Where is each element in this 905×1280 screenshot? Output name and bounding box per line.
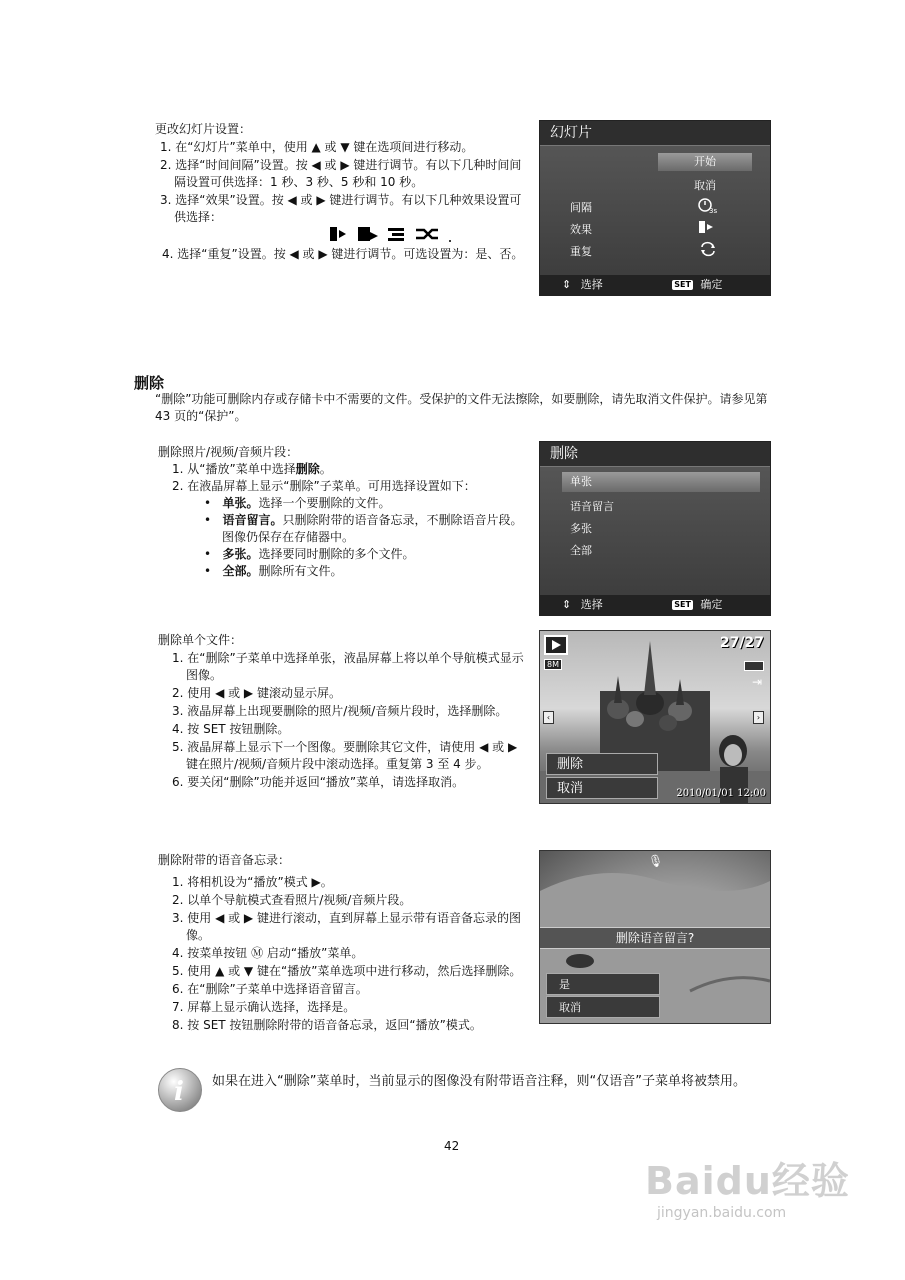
bullet-voice-bold: 语音留言。 <box>222 513 283 527</box>
delete-part3-heading: 删除附带的语音备忘录： <box>158 853 291 867</box>
effect-icons <box>160 224 525 246</box>
svg-text:3s: 3s <box>709 207 718 215</box>
set-badge: SET <box>674 280 691 289</box>
updown-icon: ⇕ <box>562 278 572 291</box>
svg-text:i: i <box>174 1077 184 1107</box>
part3-step-4: 4. 按菜单按钮 Ⓜ 启动“播放”菜单。 <box>172 946 364 960</box>
part2-step-2: 2. 使用 ◀ 或 ▶ 键滚动显示屏。 <box>172 686 341 700</box>
part3-step-3: 3. 使用 ◀ 或 ▶ 键进行滚动，直到屏幕上显示带有语音备忘录的图像。 <box>172 911 521 942</box>
slideshow-step-2: 2. 选择“时间间隔”设置。按 ◀ 或 ▶ 键进行调节。有以下几种时间间隔设置可供选择：1 秒、3 秒、5 秒和 10 秒。 <box>160 158 522 189</box>
bullet-voice: • 语音留言。只删除附带的语音备忘录，不删除语音片段。图像仍保存在存储器中。 <box>204 513 523 544</box>
bullet-multi-bold: 多张。 <box>222 547 259 561</box>
repeat-label: 重复 <box>570 245 592 258</box>
delete-menu-title: 删除 <box>540 442 770 467</box>
menu-item-multi[interactable]: 多张 <box>570 522 592 535</box>
menu-item-single[interactable]: 单张 <box>562 472 760 492</box>
delete-part2-heading: 删除单个文件： <box>158 633 243 647</box>
part1-step1-end: 。 <box>319 462 332 476</box>
delete-section-title: 删除 <box>134 374 165 392</box>
footer-ok-label: 确定 <box>700 598 723 611</box>
cancel-option[interactable]: 取消 <box>546 777 658 799</box>
part1-step1-text: 1. 从“播放”菜单中选择 <box>172 462 296 476</box>
delete-voice-prompt: 删除语音留言? <box>540 927 770 949</box>
bullet-multi: • 多张。选择要同时删除的多个文件。 <box>204 547 415 561</box>
info-icon <box>158 1068 202 1112</box>
slideshow-screen <box>539 120 771 296</box>
effect-icon <box>698 220 718 237</box>
page-number: 42 <box>444 1139 460 1153</box>
footer-select-label: 选择 <box>580 278 603 291</box>
card-icon: ⇥ <box>751 675 762 689</box>
datetime-stamp: 2010/01/01 12:00 <box>676 788 766 799</box>
bullet-all-bold: 全部。 <box>222 564 259 578</box>
bullet-voice-text: 只删除附带的语音备忘录，不删除语音片段。图像仍保存在存储器中。 <box>222 513 523 544</box>
part3-step-7: 7. 屏幕上显示确认选择，选择是。 <box>172 1000 356 1014</box>
cancel-option[interactable]: 取消 <box>546 996 660 1018</box>
effect-icons-graphic <box>328 224 468 244</box>
next-arrow-icon[interactable]: › <box>753 711 764 724</box>
part1-bullets <box>172 495 527 580</box>
effect-label: 效果 <box>570 223 592 236</box>
updown-icon: ⇕ <box>562 598 572 611</box>
repeat-icon <box>698 241 718 260</box>
delete-intro: “删除”功能可删除内存或存储卡中不需要的文件。受保护的文件无法擦除，如要删除，请先取消文件保护。请参见第 43 页的“保护”。 <box>155 392 768 423</box>
yes-option[interactable]: 是 <box>546 973 660 995</box>
watermark-brand: Baidu经验 <box>645 1159 850 1203</box>
slideshow-steps <box>160 139 525 263</box>
slideshow-start-option[interactable]: 开始 <box>658 153 752 171</box>
footer-select-label: 选择 <box>580 598 603 611</box>
part2-step-5: 5. 液晶屏幕上显示下一个图像。要删除其它文件，请使用 ◀ 或 ▶ 键在照片/视频/音频片段中滚动选择。重复第 3 至 4 步。 <box>172 740 518 771</box>
part1-step1-bold: 删除 <box>295 462 320 476</box>
microphone-icon: 🎙 <box>648 854 664 868</box>
delete-part3-steps <box>172 874 524 1034</box>
part2-step-6: 6. 要关闭“删除”功能并返回“播放”菜单，请选择取消。 <box>172 775 465 789</box>
set-badge: SET <box>674 600 691 609</box>
delete-menu-footer <box>540 595 770 615</box>
slideshow-screen-footer <box>540 275 770 295</box>
timer-icon <box>696 195 718 218</box>
delete-option[interactable]: 删除 <box>546 753 658 775</box>
part3-step-2: 2. 以单个导航模式查看照片/视频/音频片段。 <box>172 893 412 907</box>
delete-menu-screen <box>539 441 771 616</box>
playback-mode-icon <box>544 635 568 655</box>
bullet-single-text: 选择一个要删除的文件。 <box>258 496 391 510</box>
interval-label: 间隔 <box>570 201 592 214</box>
menu-item-voice[interactable]: 语音留言 <box>570 500 614 513</box>
bullet-multi-text: 选择要同时删除的多个文件。 <box>258 547 415 561</box>
image-size-badge: 8M <box>544 659 562 670</box>
baidu-watermark <box>645 1150 865 1240</box>
battery-icon <box>744 661 764 671</box>
part3-step-8: 8. 按 SET 按钮删除附带的语音备忘录，返回“播放”模式。 <box>172 1018 482 1032</box>
bullet-single: • 单张。选择一个要删除的文件。 <box>204 496 391 510</box>
part3-step-5: 5. 使用 ▲ 或 ▼ 键在“播放”菜单选项中进行移动，然后选择删除。 <box>172 964 522 978</box>
image-counter: 27/27 <box>719 635 764 651</box>
slideshow-step-4: 4. 选择“重复”设置。按 ◀ 或 ▶ 键进行调节。可选设置为：是、否。 <box>162 247 524 261</box>
part3-step-6: 6. 在“删除”子菜单中选择语音留言。 <box>172 982 368 996</box>
prev-arrow-icon[interactable]: ‹ <box>543 711 554 724</box>
delete-part2-steps <box>172 650 524 791</box>
footer-ok-label: 确定 <box>700 278 723 291</box>
slideshow-heading: 更改幻灯片设置： <box>155 122 252 136</box>
voice-memo-delete-screen <box>539 850 771 1024</box>
bullet-single-bold: 单张。 <box>222 496 259 510</box>
slideshow-screen-title: 幻灯片 <box>540 121 770 146</box>
menu-item-all[interactable]: 全部 <box>570 544 592 557</box>
slideshow-cancel-option[interactable]: 取消 <box>694 179 716 192</box>
part2-step-3: 3. 液晶屏幕上出现要删除的照片/视频/音频片段时，选择删除。 <box>172 704 508 718</box>
watermark-url: jingyan.baidu.com <box>657 1205 787 1221</box>
part3-step-1: 1. 将相机设为“播放”模式 ▶。 <box>172 875 333 889</box>
part2-step-4: 4. 按 SET 按钮删除。 <box>172 722 290 736</box>
part2-step-1: 1. 在“删除”子菜单中选择单张，液晶屏幕上将以单个导航模式显示图像。 <box>172 651 524 682</box>
delete-part1-heading: 删除照片/视频/音频片段： <box>158 445 299 459</box>
playback-delete-screen <box>539 630 771 804</box>
part1-step-1 <box>172 461 527 478</box>
slideshow-step-3: 3. 选择“效果”设置。按 ◀ 或 ▶ 键进行调节。有以下几种效果设置可供选择： <box>160 193 522 224</box>
bullet-all: • 全部。删除所有文件。 <box>204 564 343 578</box>
bullet-all-text: 删除所有文件。 <box>258 564 343 578</box>
note-text: 如果在进入“删除”菜单时，当前显示的图像没有附带语音注释，则“仅语音”子菜单将被禁用。 <box>212 1074 746 1089</box>
part1-step-2: 2. 在液晶屏幕上显示“删除”子菜单。可用选择设置如下： <box>172 479 476 493</box>
slideshow-step-1: 1. 在“幻灯片”菜单中，使用 ▲ 或 ▼ 键在选项间进行移动。 <box>160 140 474 154</box>
delete-part1-body <box>172 461 527 580</box>
